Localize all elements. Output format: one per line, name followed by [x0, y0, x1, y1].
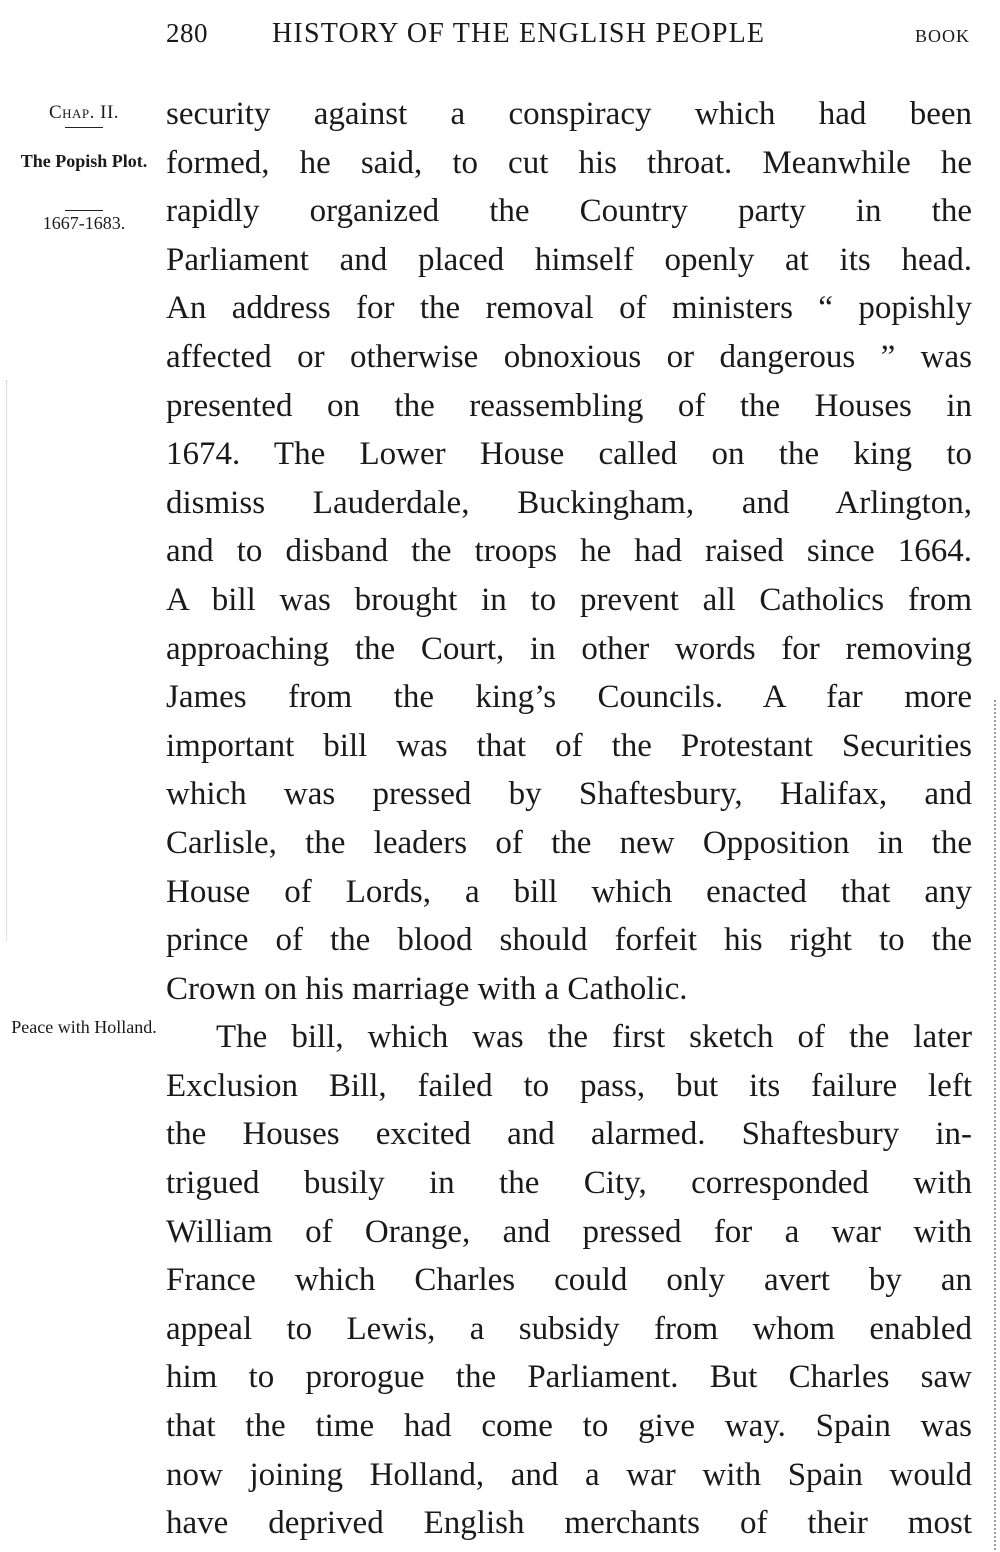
text-line: Crown on his marriage with a Catholic. — [166, 970, 688, 1007]
text-line: Carlisle, the leaders of the new Opposition in the — [166, 824, 972, 861]
years-rule — [65, 210, 103, 211]
text-line: France which Charles could only avert by an — [166, 1262, 972, 1299]
text-line: him to prorogue the Parliament. But Charles saw — [166, 1359, 972, 1396]
chapter-text: Chap. II. — [48, 102, 120, 123]
page-number: 280 — [166, 18, 208, 48]
text-line: prince of the blood should forfeit his right to the — [166, 922, 972, 959]
text-line: now joining Holland, and a war with Spain would — [166, 1456, 972, 1493]
text-line: Parliament and placed himself openly at its head. — [166, 241, 972, 278]
text-line: have deprived English merchants of their most — [166, 1505, 972, 1542]
text-line: An address for the removal of ministers “ popishly — [166, 290, 972, 327]
text-line: formed, he said, to cut his throat. Meanwhile he — [166, 144, 972, 181]
text-line: and to disband the troops he had raised since 1664. — [166, 533, 972, 570]
text-line: the Houses excited and alarmed. Shaftesbury in- — [166, 1116, 972, 1153]
sidenote-years — [10, 206, 158, 233]
years-text: 1667-1683. — [42, 213, 126, 233]
text-line: rapidly organized the Country party in the — [166, 193, 972, 230]
text-line: affected or otherwise obnoxious or dangerous ” was — [166, 338, 972, 375]
sidenote-title — [10, 152, 158, 171]
text-line: The bill, which was the first sketch of the later — [216, 1019, 972, 1056]
page-edge-marks — [994, 700, 996, 1550]
text-line: security against a conspiracy which had been — [166, 96, 972, 132]
chapter-rule — [65, 127, 103, 128]
text-line: appeal to Lewis, a subsidy from whom enabled — [166, 1310, 972, 1347]
sidenote-text: The Popish Plot. — [20, 151, 148, 171]
text-line: House of Lords, a bill which enacted that any — [166, 873, 972, 910]
text-line: presented on the reassembling of the Houses in — [166, 387, 972, 424]
text-line: trigued busily in the City, corresponded with — [166, 1165, 972, 1202]
text-line: which was pressed by Shaftesbury, Halifax, and — [166, 776, 972, 813]
text-line: 1674. The Lower House called on the king to — [166, 436, 972, 473]
text-line: that the time had come to give way. Spain was — [166, 1408, 972, 1445]
body-text — [166, 90, 972, 1548]
text-line: important bill was that of the Protestant Securities — [166, 727, 972, 764]
text-line: dismiss Lauderdale, Buckingham, and Arlington, — [166, 484, 972, 521]
scan-speckle-marks — [6, 380, 7, 940]
book-label: BOOK — [914, 26, 970, 46]
text-line: A bill was brought in to prevent all Catholics from — [166, 581, 972, 618]
text-line: William of Orange, and pressed for a war with — [166, 1213, 972, 1250]
running-title: HISTORY OF THE ENGLISH PEOPLE — [272, 18, 766, 49]
text-line: Exclusion Bill, failed to pass, but its failure left — [166, 1067, 972, 1104]
sidenote-peace — [10, 1017, 158, 1038]
running-header — [166, 18, 972, 58]
text-line: James from the king’s Councils. A far more — [166, 679, 972, 716]
peace-text: Peace with Holland. — [11, 1017, 157, 1037]
text-line: approaching the Court, in other words for removing — [166, 630, 972, 667]
chapter-label — [10, 103, 158, 131]
